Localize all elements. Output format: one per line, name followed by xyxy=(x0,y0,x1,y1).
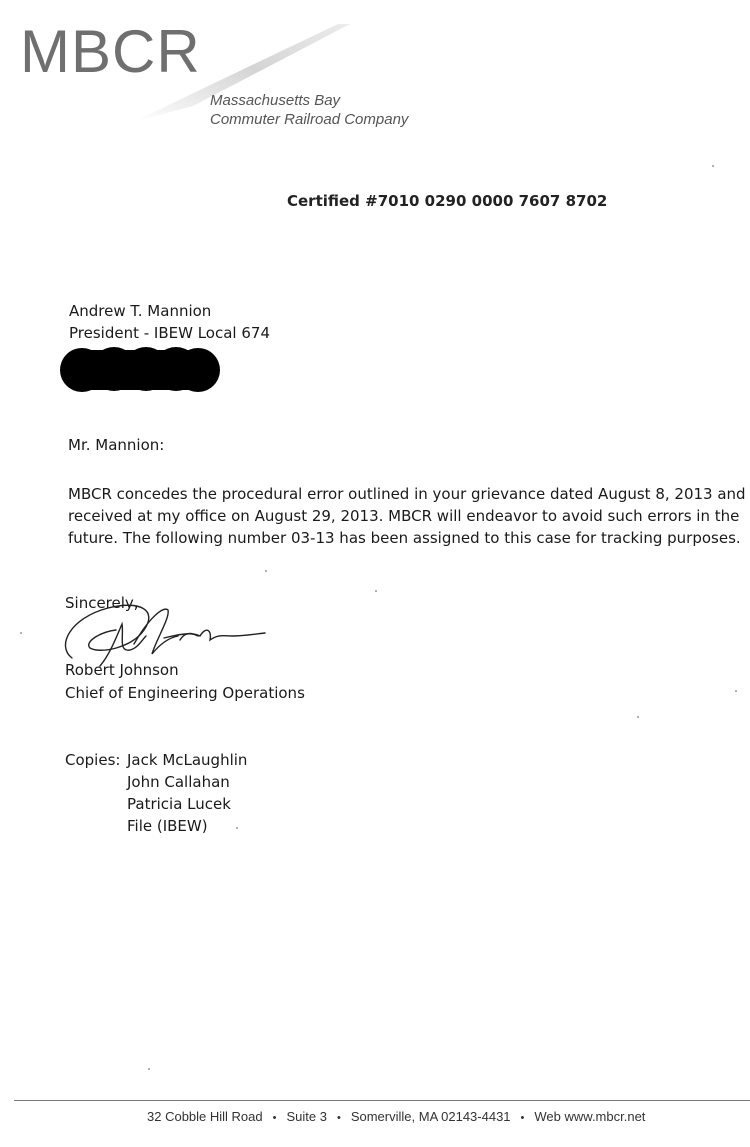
copy-recipient: File (IBEW) xyxy=(127,817,208,835)
recipient-name: Andrew T. Mannion xyxy=(69,302,212,320)
redaction-mark xyxy=(58,345,228,395)
mbcr-logo: MBCR xyxy=(20,18,201,85)
footer-address xyxy=(147,1109,645,1124)
company-name-line-1: Massachusetts Bay xyxy=(210,92,341,109)
scan-speck xyxy=(265,570,267,572)
recipient-title: President - IBEW Local 674 xyxy=(69,324,270,342)
bullet-separator: • xyxy=(336,1112,341,1124)
scan-speck xyxy=(236,827,238,829)
scan-speck xyxy=(20,632,22,634)
footer-suite: Suite 3 xyxy=(286,1109,327,1124)
scan-speck xyxy=(148,1068,150,1070)
company-name-line-2: Commuter Railroad Company xyxy=(210,111,409,128)
scan-speck xyxy=(712,165,714,167)
scan-speck xyxy=(375,590,377,592)
signer-name: Robert Johnson xyxy=(65,661,179,679)
footer-street: 32 Cobble Hill Road xyxy=(147,1109,263,1124)
body-paragraph xyxy=(68,483,748,549)
footer-city: Somerville, MA 02143-4431 xyxy=(350,1109,511,1124)
body-line: received at my office on August 29, 2013. MBCR will endeavor to avoid such errors in the xyxy=(68,507,740,525)
scan-speck xyxy=(637,716,639,718)
footer-divider xyxy=(14,1100,750,1101)
copy-recipient: Jack McLaughlin xyxy=(127,751,248,769)
body-line: MBCR concedes the procedural error outlined in your grievance dated August 8, 2013 and xyxy=(68,485,746,503)
bullet-separator: • xyxy=(520,1112,525,1124)
signer-title: Chief of Engineering Operations xyxy=(65,684,305,702)
footer-web: Web www.mbcr.net xyxy=(534,1109,646,1124)
certified-mail-number: Certified #7010 0290 0000 7607 8702 xyxy=(287,192,608,210)
copy-recipient: Patricia Lucek xyxy=(127,795,231,813)
body-line: future. The following number 03-13 has been assigned to this case for tracking purposes. xyxy=(68,529,741,547)
closing: Sincerely, xyxy=(65,594,139,612)
scan-speck xyxy=(735,690,737,692)
copies-label: Copies: xyxy=(65,751,121,769)
salutation: Mr. Mannion: xyxy=(68,436,165,454)
copy-recipient: John Callahan xyxy=(127,773,230,791)
bullet-separator: • xyxy=(272,1112,277,1124)
